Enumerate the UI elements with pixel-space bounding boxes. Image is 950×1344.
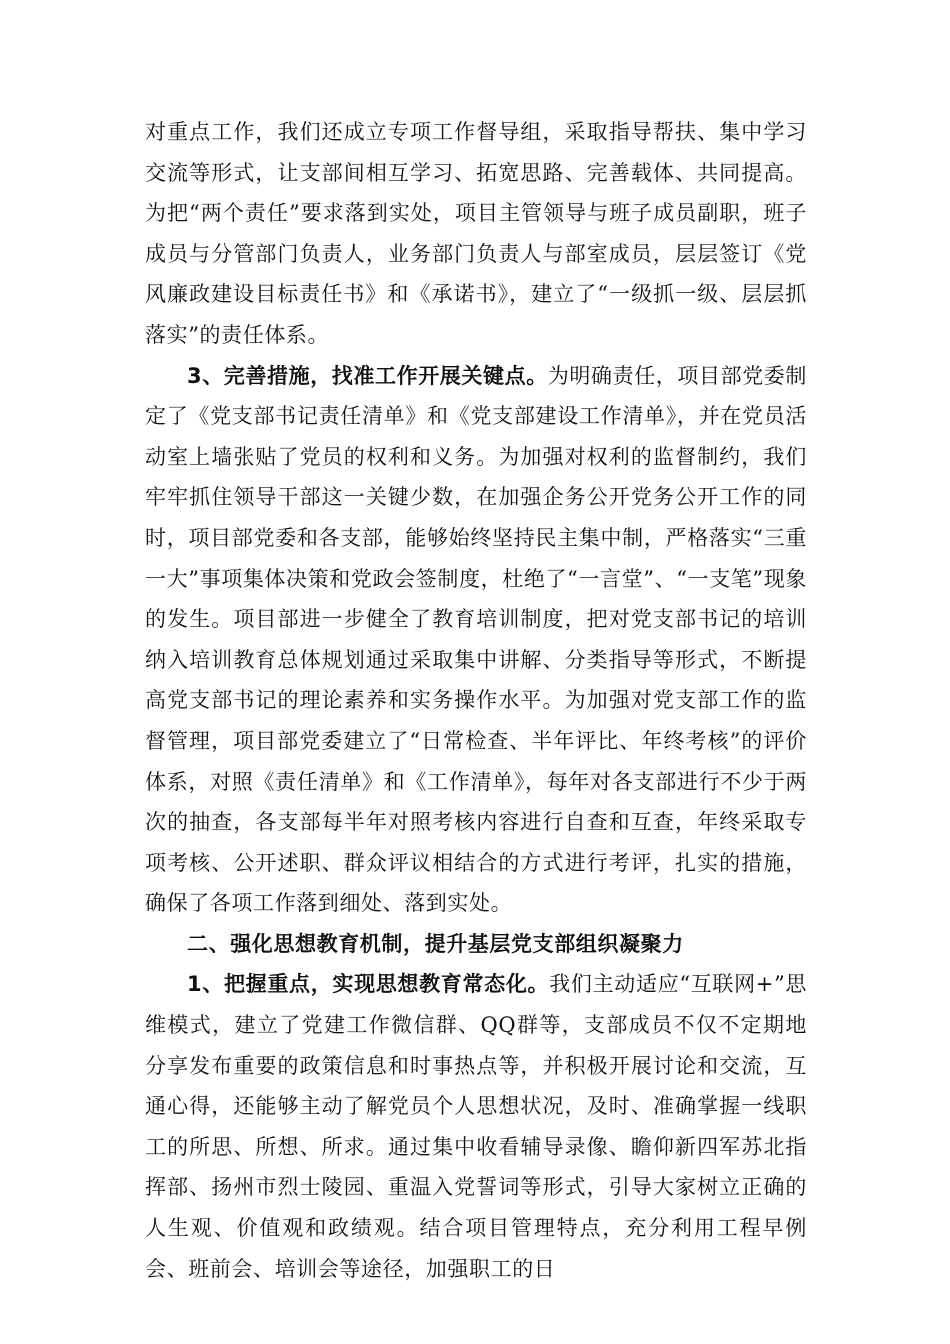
paragraph-2-text: 为明确责任，项目部党委制定了《党支部书记责任清单》和《党支部建设工作清单》，并在党员活动室上墙张贴了党员的权利和义务。为加强对权利的监督制约，我们牢牢抓住领导干部这一关键少数，在加强企务公开党务公开工作的同时，项目部党委和各支部，能够始终坚持民主集中制，严格落实“三重一大”事项集体决策和党政会签制度，杜绝了“一言堂”、“一支笔”现象的发生。项目部进一步健全了教育培训制度，把对党支部书记的培训纳入培训教育总体规划通过采取集中讲解、分类指导等形式，不断提高党支部书记的理论素养和实务操作水平。为加强对党支部工作的监督管理，项目部党委建立了“日常检查、半年评比、年终考核”的评价体系，对照《责任清单》和《工作清单》，每年对各支部进行不少于两次的抽查，各支部每半年对照考核内容进行自查和互查，年终采取专项考核、公开述职、群众评议相结合的方式进行考评，扎实的措施，确保了各项工作落到细处、落到实处。 xyxy=(145,363,808,916)
paragraph-3-lead: 1、把握重点，实现思想教育常态化。 xyxy=(187,972,550,997)
paragraph-1 xyxy=(145,112,807,356)
paragraph-2 xyxy=(145,356,807,924)
document-body xyxy=(145,112,807,1289)
paragraph-1-text: 对重点工作，我们还成立专项工作督导组，采取指导帮扶、集中学习交流等形式，让支部间相互学习、拓宽思路、完善载体、共同提高。为把“两个责任”要求落到实处，项目主管领导与班子成员副职，班子成员与分管部门负责人，业务部门负责人与部室成员，层层签订《党风廉政建设目标责任书》和《承诺书》，建立了“一级抓一级、层层抓落实”的责任体系。 xyxy=(145,120,807,347)
paragraph-3-text: 我们主动适应“互联网+”思维模式，建立了党建工作微信群、QQ群等，支部成员不仅不定期地分享发布重要的政策信息和时事热点等，并积极开展讨论和交流，互通心得，还能够主动了解党员个人思想状况，及时、准确掌握一线职工的所思、所想、所求。通过集中收看辅导录像、瞻仰新四军苏北指挥部、扬州市烈士陵园、重温入党誓词等形式，引导大家树立正确的人生观、价值观和政绩观。结合项目管理特点，充分利用工程早例会、班前会、培训会等途径，加强职工的日 xyxy=(145,972,807,1281)
paragraph-2-lead: 3、完善措施，找准工作开展关键点。 xyxy=(187,363,548,388)
paragraph-3 xyxy=(145,964,807,1289)
section-heading: 二、强化思想教育机制，提升基层党支部组织凝聚力 xyxy=(187,931,684,956)
